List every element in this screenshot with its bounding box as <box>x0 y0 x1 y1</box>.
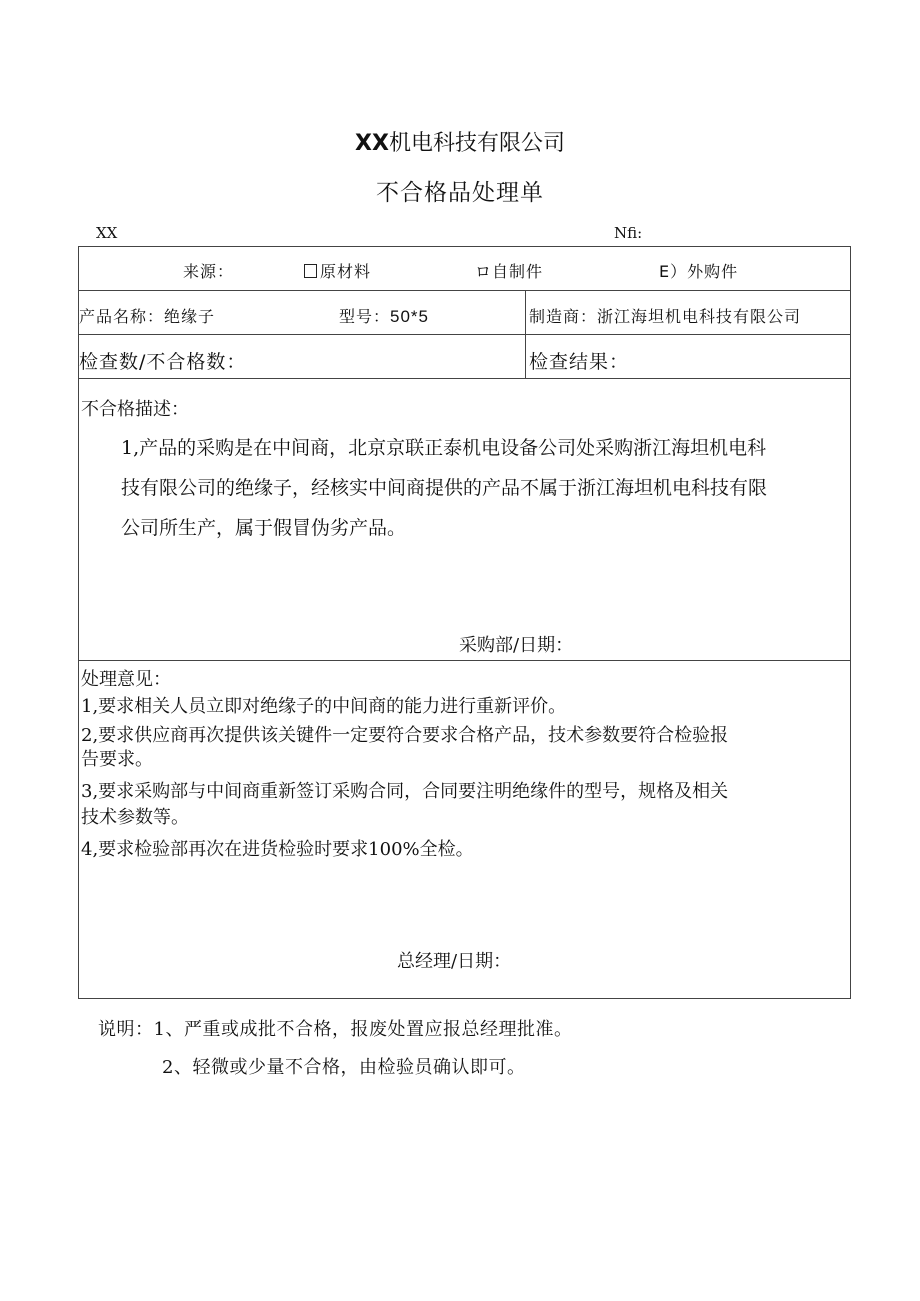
form-title: 不合格品处理单 <box>376 180 544 206</box>
nonconforming-form-table <box>78 246 851 999</box>
inspect-result-label: 检查结果： <box>529 351 630 373</box>
purchased-label: 外购件 <box>687 262 739 281</box>
raw-material-label: 原材料 <box>320 262 372 281</box>
purchased-checkbox[interactable]: E） <box>659 262 688 281</box>
opinion-line: 3,要求采购部与中间商重新签订采购合同，合同要注明绝缘件的型号，规格及相关 <box>81 781 729 802</box>
company-prefix: XX <box>355 131 389 156</box>
opinion-label: 处理意见： <box>81 669 171 690</box>
row-divider <box>79 660 850 661</box>
inspect-count-label: 检查数/不合格数： <box>79 351 247 373</box>
opinion-line: 2,要求供应商再次提供该关键件一定要符合要求合格产品，技术参数要符合检验报 <box>81 725 729 746</box>
opinion-line: 1,要求相关人员立即对绝缘子的中间商的能力进行重新评价。 <box>81 696 567 717</box>
source-option-raw[interactable] <box>304 259 371 282</box>
purchasing-signature: 采购部/日期： <box>459 635 574 656</box>
manufacturer: 制造商：浙江海坦机电科技有限公司 <box>529 307 802 326</box>
opinion-line: 告要求。 <box>81 749 153 770</box>
description-label: 不合格描述： <box>81 399 189 420</box>
opinion-line: 技术参数等。 <box>81 807 189 828</box>
model-label: 型号： <box>339 307 391 326</box>
self-made-label: 自制件 <box>492 262 544 281</box>
row-divider <box>79 290 850 291</box>
product-name: 产品名称：绝缘子 <box>79 307 216 326</box>
source-option-purchased[interactable] <box>659 259 738 282</box>
note-line-1: 说明：1、严重或成批不合格，报废处置应报总经理批准。 <box>98 1019 573 1040</box>
source-option-self[interactable] <box>475 259 543 282</box>
row-divider <box>79 378 850 379</box>
model-field <box>339 304 429 327</box>
model-value: 50*5 <box>390 307 429 326</box>
source-label: 来源： <box>183 262 235 281</box>
company-suffix: 机电科技有限公司 <box>388 131 565 156</box>
description-line: 1,产品的采购是在中间商，北京京联正泰机电设备公司处采购浙江海坦机电科 <box>121 437 767 459</box>
description-line: 公司所生产，属于假冒伪劣产品。 <box>121 517 407 539</box>
row-divider <box>79 334 850 335</box>
form-number-label: Nfi: <box>614 224 643 242</box>
form-meta-left: XX <box>96 224 118 242</box>
note-line-2: 2、轻微或少量不合格，由检验员确认即可。 <box>162 1057 526 1078</box>
column-divider <box>525 290 526 378</box>
self-made-checkbox[interactable]: ロ <box>475 262 493 281</box>
company-title <box>0 126 920 157</box>
raw-material-checkbox[interactable] <box>304 264 317 278</box>
opinion-line: 4,要求检验部再次在进货检验时要求100%全检。 <box>81 839 474 860</box>
description-line: 技有限公司的绝缘子，经核实中间商提供的产品不属于浙江海坦机电科技有限 <box>121 477 768 499</box>
general-manager-signature: 总经理/日期： <box>397 951 512 972</box>
